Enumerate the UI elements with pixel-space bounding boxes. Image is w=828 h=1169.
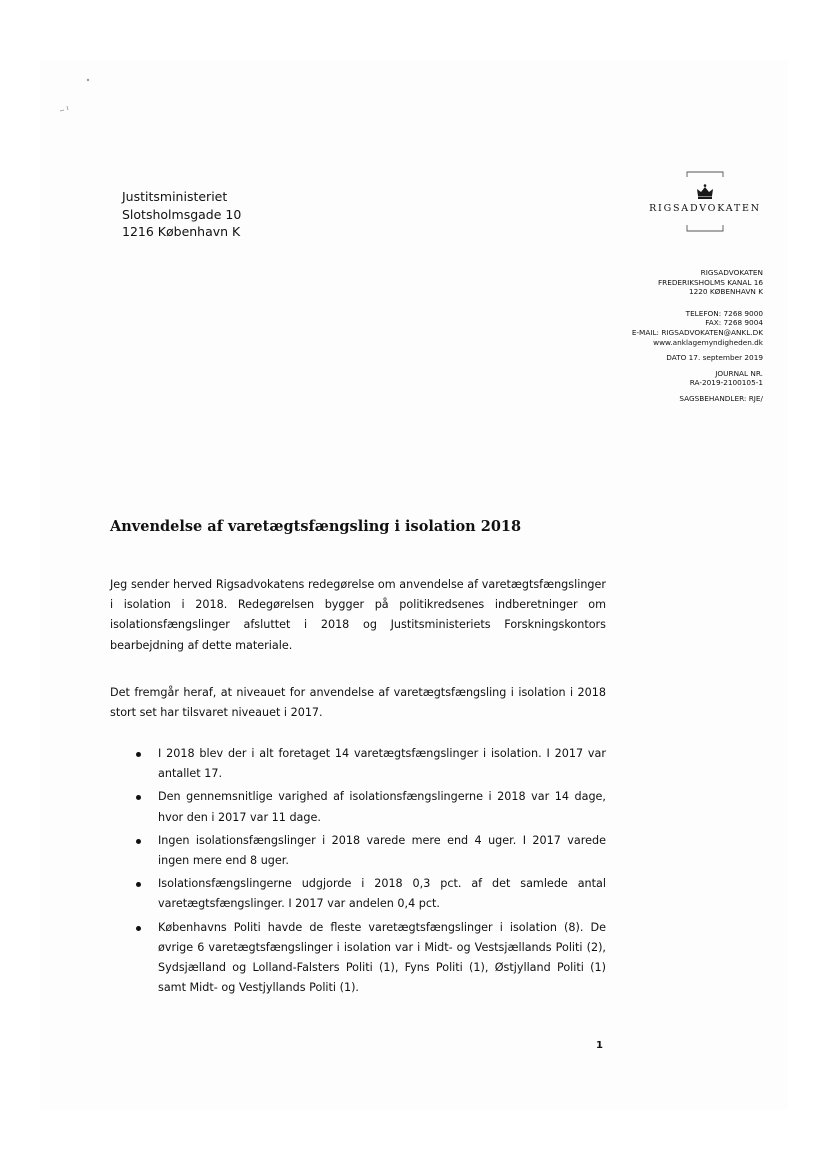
list-item-text: Isolationsfængslingerne udgjorde i 2018 0,3 pct. af det samlede antal varetægtsfængslinger. I 2017 var andelen 0,4 pct. (158, 877, 606, 911)
paragraph-intro: Jeg sender herved Rigsadvokatens redegørelse om anvendelse af varetægtsfængslinger i isolation i 2018. Redegørelsen bygger på politikredsenes indberetninger om isolationsfængslinger afsluttet i 2018 og Justitsministeriets Forskningskontors bearbejdning af dette materiale. (110, 578, 606, 652)
addressee-line: 1216 København K (122, 224, 241, 239)
list-item (110, 831, 606, 871)
addressee-line: Justitsministeriet (122, 189, 228, 204)
page-number: 1 (596, 1040, 603, 1051)
list-item (110, 874, 606, 914)
logo-top-bracket (685, 170, 725, 178)
list-item (110, 787, 606, 827)
case-handler: SAGSBEHANDLER: RJE/ (679, 393, 763, 403)
sender-street: FREDERIKSHOLMS KANAL 16 (657, 277, 763, 287)
sender-email: E-MAIL: RIGSADVOKATEN@ANKL.DK (631, 327, 763, 337)
list-item-text: Københavns Politi havde de fleste varetægtsfængslinger i isolation (8). De øvrige 6 varetægtsfængslinger i isolation var i Midt- og Vestsjællands Politi (2), Sydsjælland og Lolland-Falsters Politi (1), Fyns Politi (1), Østjylland Politi (1) samt Midt- og Vestjyllands Politi (1). (158, 920, 606, 995)
sender-info (632, 268, 763, 404)
findings-list (110, 744, 606, 1001)
journal-label: JOURNAL NR. (715, 368, 763, 378)
list-item-text: I 2018 blev der i alt foretaget 14 varetægtsfængslinger i isolation. I 2017 var antallet 17. (158, 747, 606, 781)
sender-fax: FAX: 7268 9004 (705, 318, 763, 328)
letter-date: DATO 17. september 2019 (666, 353, 763, 363)
addressee-block (122, 188, 241, 241)
list-item-text: Den gennemsnitlige varighed af isolationsfængslingerne i 2018 var 14 dage, hvor den i 2017 var 11 dage. (158, 790, 606, 824)
list-item-text: Ingen isolationsfængslinger i 2018 varede mere end 4 uger. I 2017 varede ingen mere end 8 uger. (158, 833, 606, 868)
sender-phone: TELEFON: 7268 9000 (685, 308, 763, 318)
document-title: Anvendelse af varetægtsfængsling i isolation 2018 (110, 518, 522, 535)
scan-specks (55, 70, 95, 120)
sender-city: 1220 KØBENHAVN K (688, 287, 763, 297)
addressee-line: Slotsholmsgade 10 (122, 206, 242, 222)
list-item (110, 918, 606, 999)
rigsadvokaten-logo (640, 170, 770, 234)
crown-icon (695, 184, 715, 200)
logo-name: RIGSADVOKATEN (649, 203, 761, 214)
logo-bottom-bracket (685, 224, 725, 234)
sender-org: RIGSADVOKATEN (700, 268, 763, 277)
sender-web: www.anklagemyndigheden.dk (653, 337, 763, 347)
paragraph-summary: Det fremgår heraf, at niveauet for anvendelse af varetægtsfængsling i isolation i 2018 stort set har tilsvaret niveauet i 2017. (110, 686, 606, 720)
journal-number: RA-2019-2100105-1 (689, 378, 763, 388)
list-item (110, 744, 606, 784)
